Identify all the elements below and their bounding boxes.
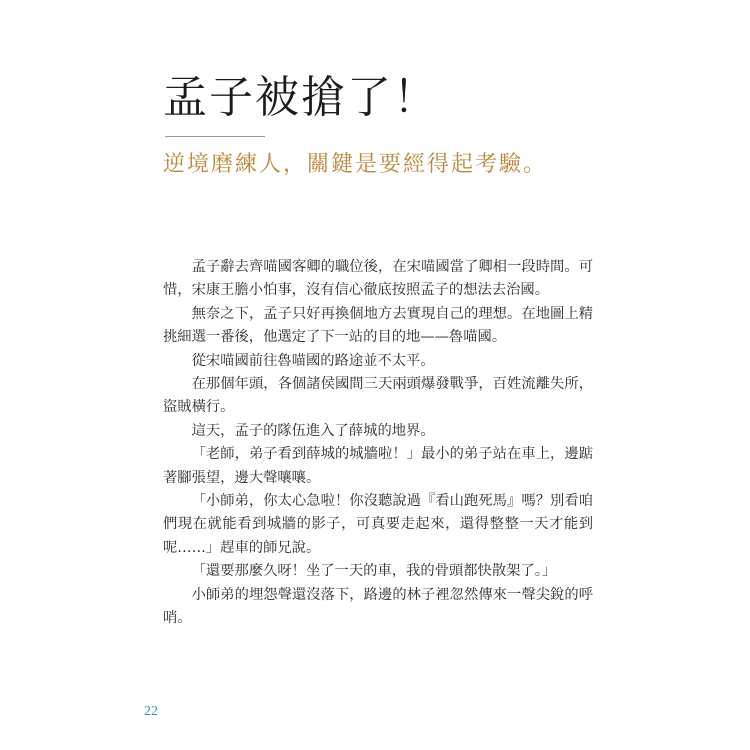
paragraph: 這天，孟子的隊伍進入了薛城的地界。	[191, 422, 435, 439]
paragraph: 無奈之下，孟子只好再換個地方去實現自己的理想。在地圖上精挑細選一番後，他選定了下一站的目的地——魯喵國。	[163, 305, 593, 346]
chapter-title: 孟子被搶了！	[163, 72, 439, 123]
title-divider	[165, 136, 265, 137]
paragraph: 小師弟的埋怨聲還沒落下，路邊的林子裡忽然傳來一聲尖銳的呼哨。	[163, 586, 593, 627]
paragraph: 「還要那麼久呀！坐了一天的車，我的骨頭都快散架了。」	[191, 563, 557, 580]
body-text	[163, 256, 593, 631]
paragraph: 「老師，弟子看到薛城的城牆啦！」最小的弟子站在車上，邊踮著腳張望，邊大聲嚷嚷。	[163, 446, 593, 486]
paragraph: 「小師弟，你太心急啦！你沒聽說過『看山跑死馬』嗎？別看咱們現在就能看到城牆的影子，可真要走起來，還得整整一天才能到呢……」趕車的師兄說。	[163, 493, 593, 556]
paragraph: 在那個年頭，各個諸侯國間三天兩頭爆發戰爭，百姓流離失所，盜賊橫行。	[163, 376, 593, 416]
paragraph: 從宋喵國前往魯喵國的路途並不太平。	[191, 352, 435, 369]
page-number: 22	[144, 704, 158, 719]
chapter-subtitle: 逆境磨練人，關鍵是要經得起考驗。	[163, 152, 548, 177]
paragraph: 孟子辭去齊喵國客卿的職位後，在宋喵國當了卿相一段時間。可惜，宋康王膽小怕事，沒有信心徹底按照孟子的想法去治國。	[163, 259, 593, 299]
